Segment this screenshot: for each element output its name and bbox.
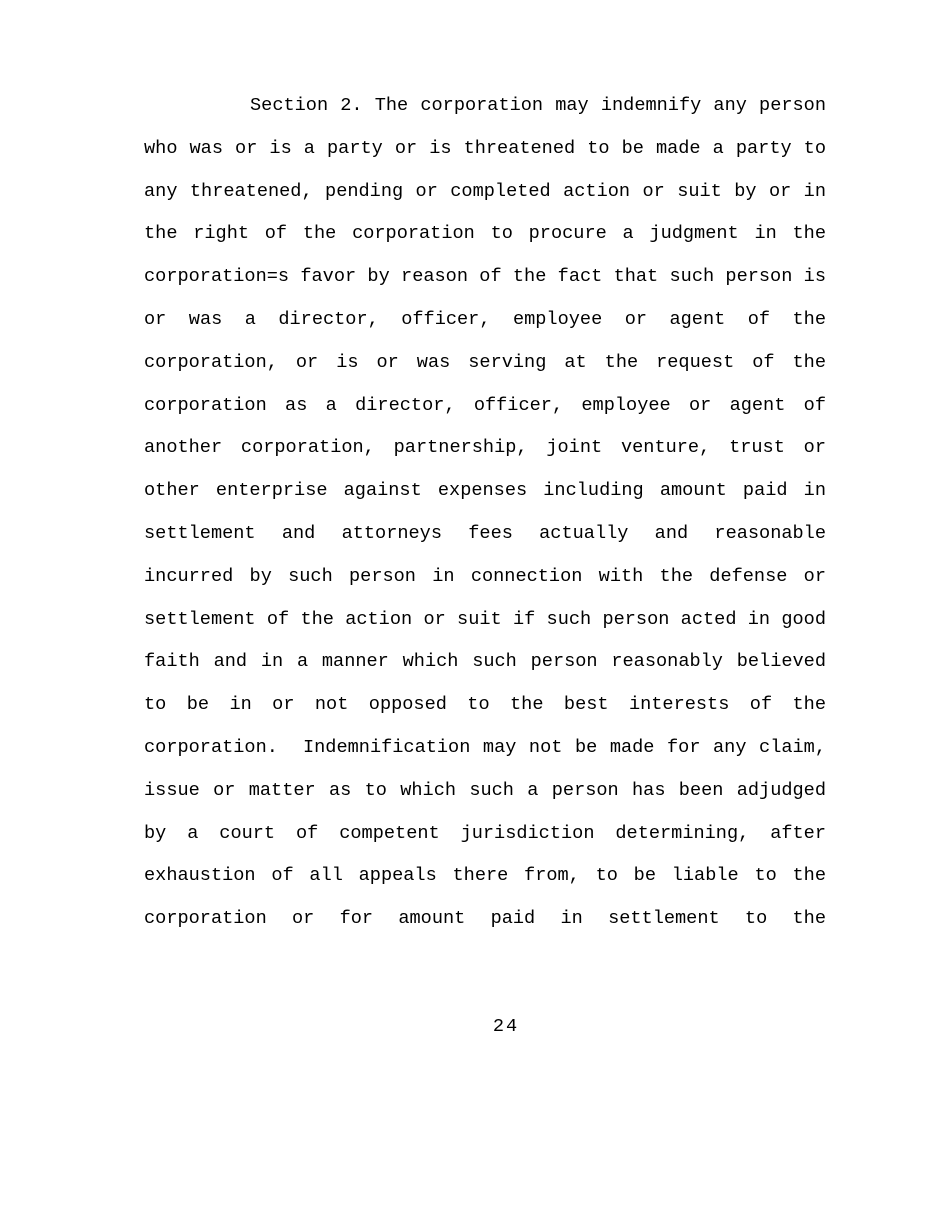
text-line: issue or matter as to which such a person has been adjudged — [144, 779, 826, 801]
text-line: faith and in a manner which such person reasonably believed — [144, 651, 826, 673]
text-line: exhaustion of all appeals there from, to be liable to the — [144, 865, 826, 887]
text-line: to be in or not opposed to the best interests of the — [144, 694, 826, 716]
body-text — [144, 85, 826, 941]
text-line: any threatened, pending or completed action or suit by or in — [144, 180, 826, 202]
page-number: 24 — [492, 1016, 520, 1037]
text-line: corporation or for amount paid in settlement to the — [144, 908, 826, 930]
text-line: incurred by such person in connection with the defense or — [144, 565, 826, 587]
text-line: settlement and attorneys fees actually and reasonable — [144, 522, 826, 544]
text-line: corporation as a director, officer, employee or agent of — [144, 394, 826, 416]
text-line: who was or is a party or is threatened to be made a party to — [144, 137, 826, 159]
text-line: other enterprise against expenses including amount paid in — [144, 480, 826, 502]
text-line: another corporation, partnership, joint venture, trust or — [144, 437, 826, 459]
text-line: Section 2. The corporation may indemnify any person — [250, 95, 826, 116]
text-line: by a court of competent jurisdiction determining, after — [144, 822, 826, 844]
text-line: the right of the corporation to procure a judgment in the — [144, 223, 826, 245]
text-line: settlement of the action or suit if such person acted in good — [144, 608, 826, 630]
text-line: corporation. Indemnification may not be made for any claim, — [144, 736, 826, 758]
text-line: or was a director, officer, employee or agent of the — [144, 308, 826, 330]
text-line: corporation=s favor by reason of the fact that such person is — [144, 266, 826, 288]
text-line: corporation, or is or was serving at the request of the — [144, 351, 826, 373]
